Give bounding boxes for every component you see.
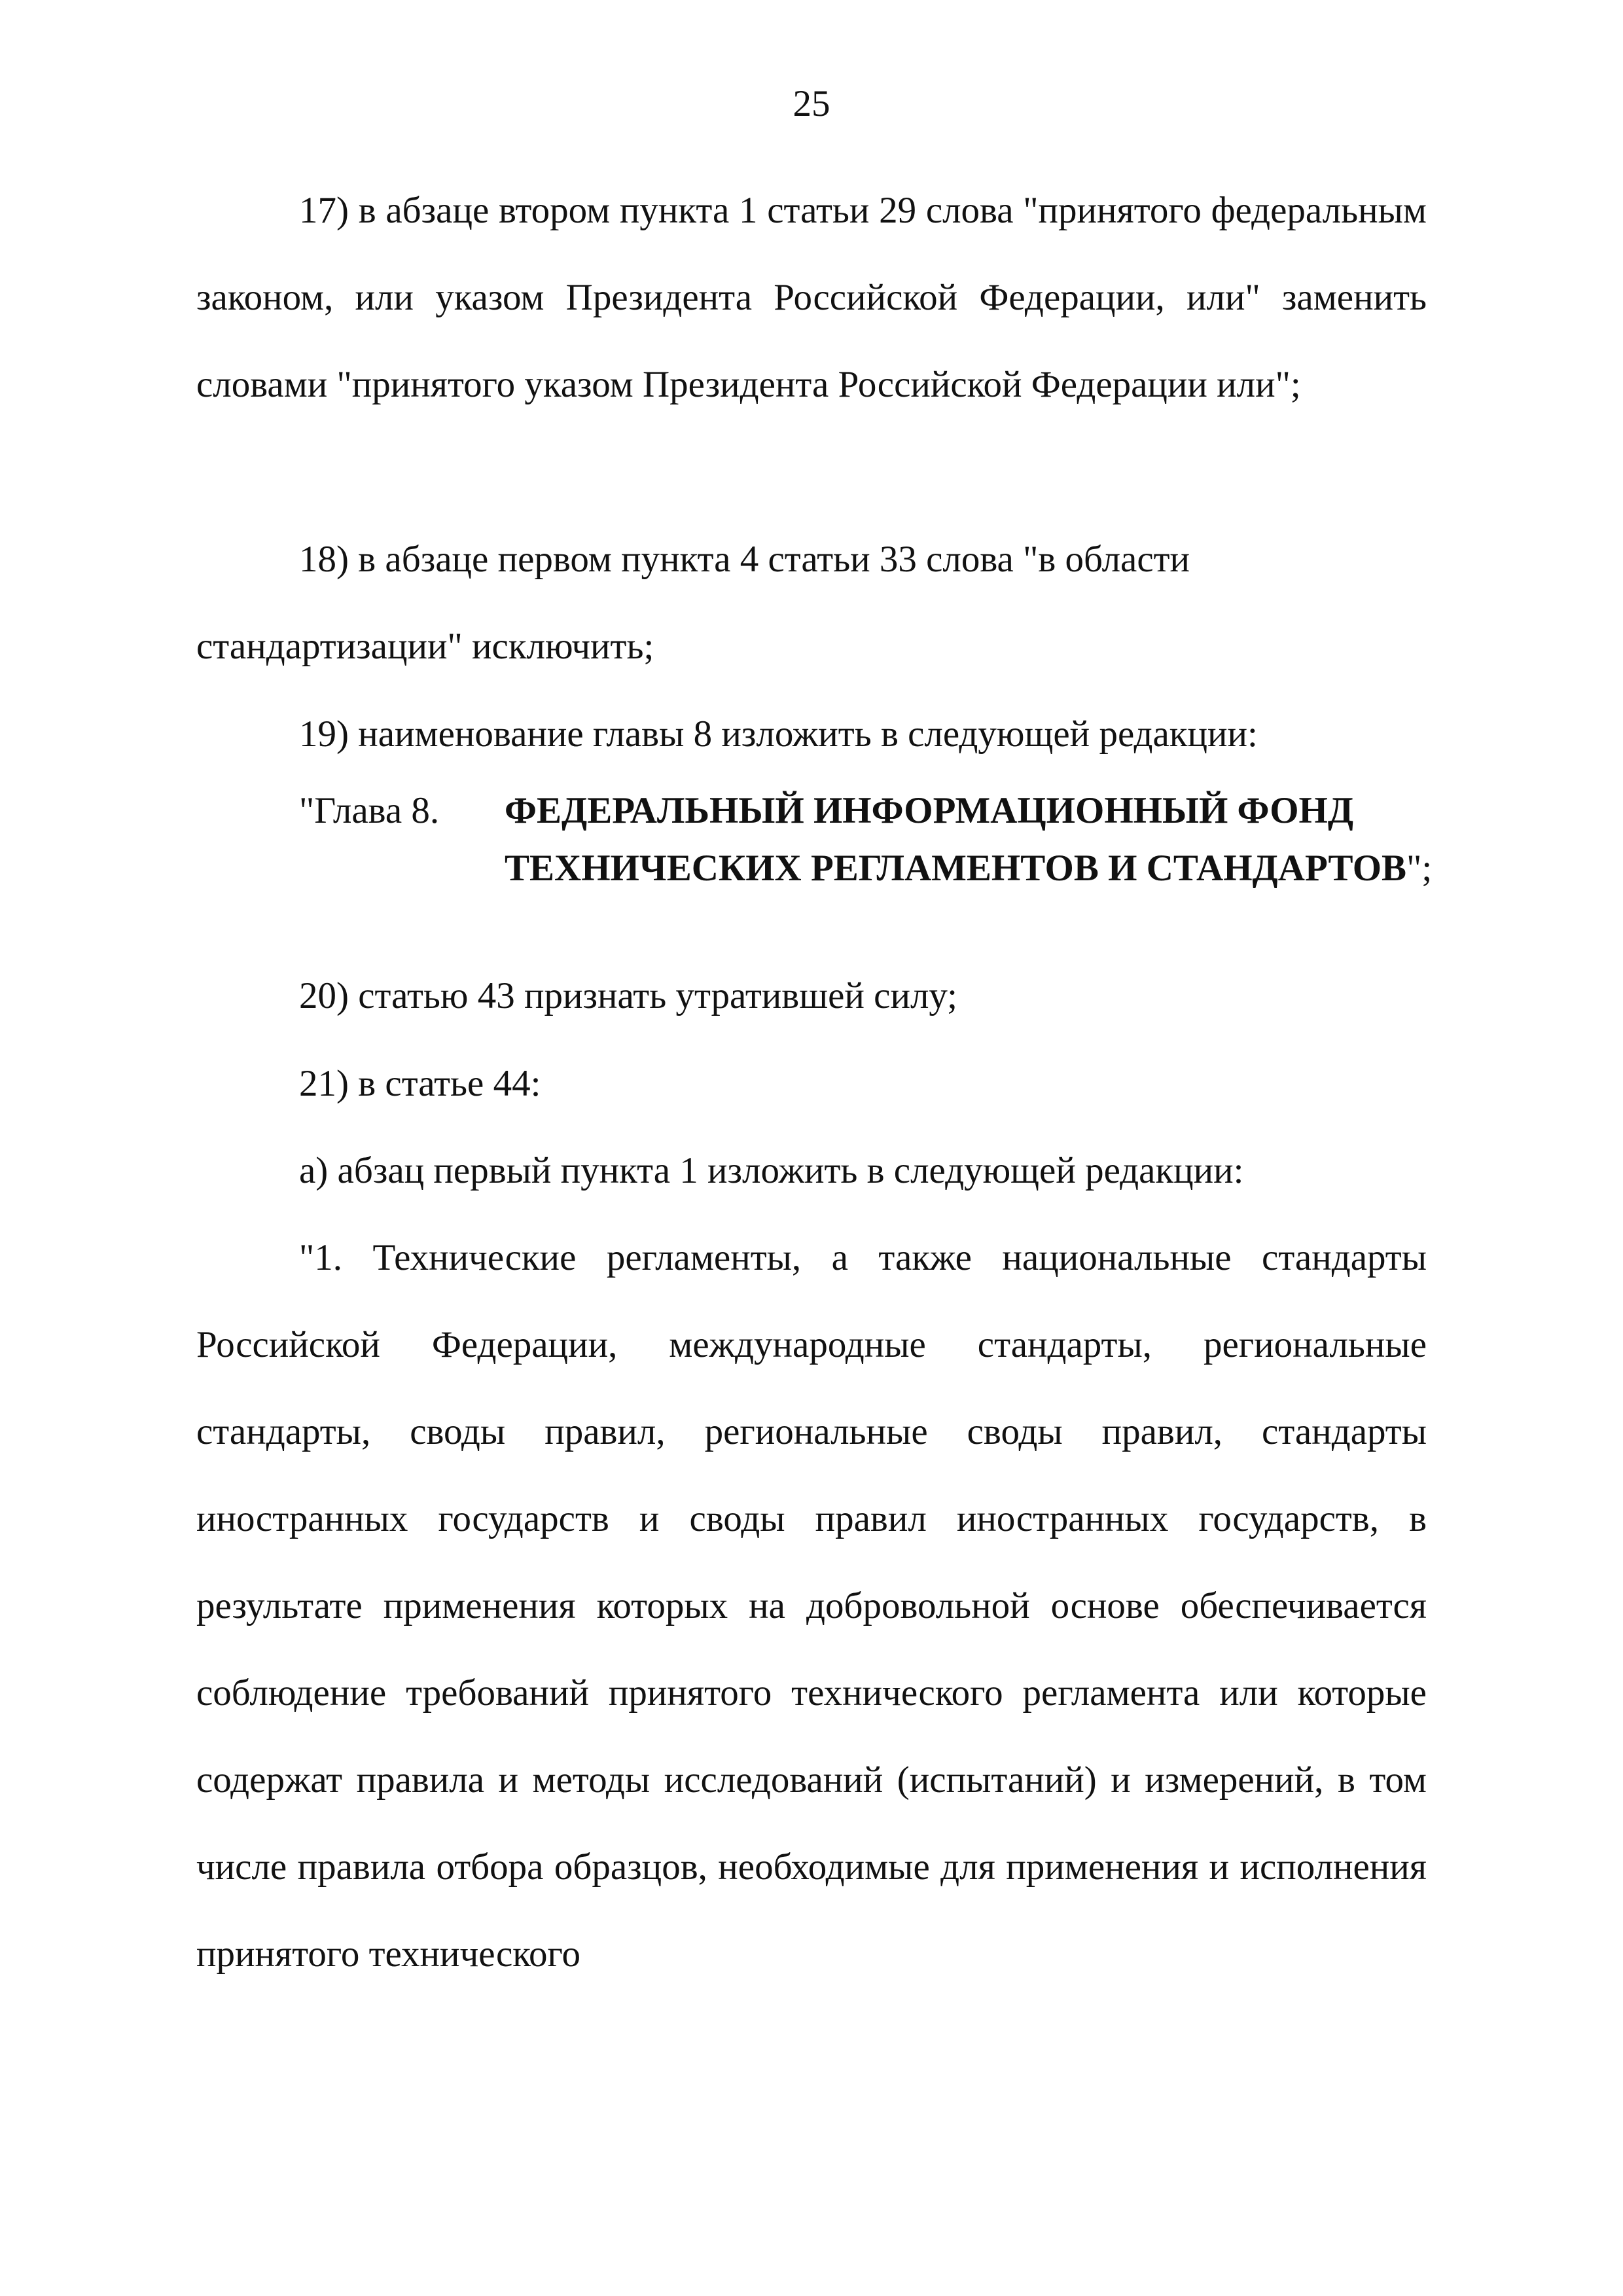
paragraph-18: 18) в абзаце первом пункта 4 статьи 33 слова "в области стандартизации" исключить; bbox=[196, 539, 1190, 667]
chapter-title-tail: "; bbox=[1406, 848, 1433, 889]
chapter-title-bold: ФЕДЕРАЛЬНЫЙ ИНФОРМАЦИОННЫЙ ФОНД ТЕХНИЧЕСКИХ РЕГЛАМЕНТОВ И СТАНДАРТОВ bbox=[505, 790, 1407, 889]
paragraph-20: 20) статью 43 признать утратившей силу; bbox=[299, 975, 957, 1016]
page-number: 25 bbox=[793, 83, 830, 124]
paragraph-21: 21) в статье 44: bbox=[299, 1063, 541, 1104]
chapter-title bbox=[505, 782, 1434, 897]
paragraph-19: 19) наименование главы 8 изложить в следующей редакции: bbox=[299, 713, 1258, 755]
chapter-label: "Глава 8. bbox=[299, 790, 440, 831]
paragraph-21a-text: "1. Технические регламенты, а также национальные стандарты Российской Федерации, международные стандарты, региональные стандарты, своды правил, региональные своды правил, стандарты иностранных государств и своды правил иностранных государств, в результате применения которых на добровольной основе обеспечивается соблюдение требований принятого технического регламента или которые содержат правила и методы исследований (испытаний) и измерений, в том числе правила отбора образцов, необходимые для применения и исполнения принятого технического bbox=[196, 1237, 1427, 1975]
paragraph-17: 17) в абзаце втором пункта 1 статьи 29 слова "принятого федеральным законом, или указом Президента Российской Федерации, или" заменить словами "принятого указом Президента Российской Федерации или"; bbox=[196, 190, 1427, 405]
paragraph-21a: а) абзац первый пункта 1 изложить в следующей редакции: bbox=[299, 1150, 1244, 1191]
